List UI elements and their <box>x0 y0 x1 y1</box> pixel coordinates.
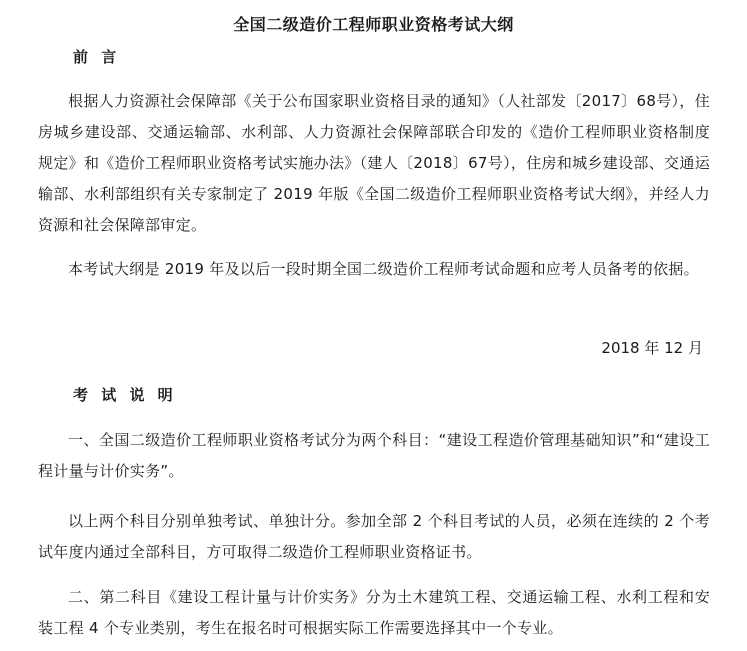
exam-notes-paragraph-1: 一、全国二级造价工程师职业资格考试分为两个科目：“建设工程造价管理基础知识”和“建设工程计量与计价实务”。 <box>38 431 710 480</box>
exam-notes-heading: 考 试 说 明 <box>73 386 177 404</box>
preface-paragraph-2: 本考试大纲是 2019 年及以后一段时期全国二级造价工程师考试命题和应考人员备考的依据。 <box>68 260 699 278</box>
document-title: 全国二级造价工程师职业资格考试大纲 <box>233 15 514 34</box>
preface-paragraph-1: 根据人力资源社会保障部《关于公布国家职业资格目录的通知》（人社部发〔2017〕68号），住房城乡建设部、交通运输部、水利部、人力资源社会保障部联合印发的《造价工程师职业资格制度规定》和《造价工程师职业资格考试实施办法》（建人〔2018〕67号），住房和城乡建设部、交通运输部、水利部组织有关专家制定了 2019 年版《全国二级造价工程师职业资格考试大纲》，并经人力资源和社会保障部审定。 <box>38 92 710 234</box>
preface-heading: 前 言 <box>73 48 121 66</box>
exam-notes-paragraph-2: 以上两个科目分别单独考试、单独计分。参加全部 2 个科目考试的人员，必须在连续的 2 个考试年度内通过全部科目，方可取得二级造价工程师职业资格证书。 <box>38 512 710 561</box>
exam-notes-paragraph-3: 二、第二科目《建设工程计量与计价实务》分为土木建筑工程、交通运输工程、水利工程和安装工程 4 个专业类别，考生在报名时可根据实际工作需要选择其中一个专业。 <box>38 588 710 637</box>
preface-date: 2018 年 12 月 <box>601 339 703 357</box>
